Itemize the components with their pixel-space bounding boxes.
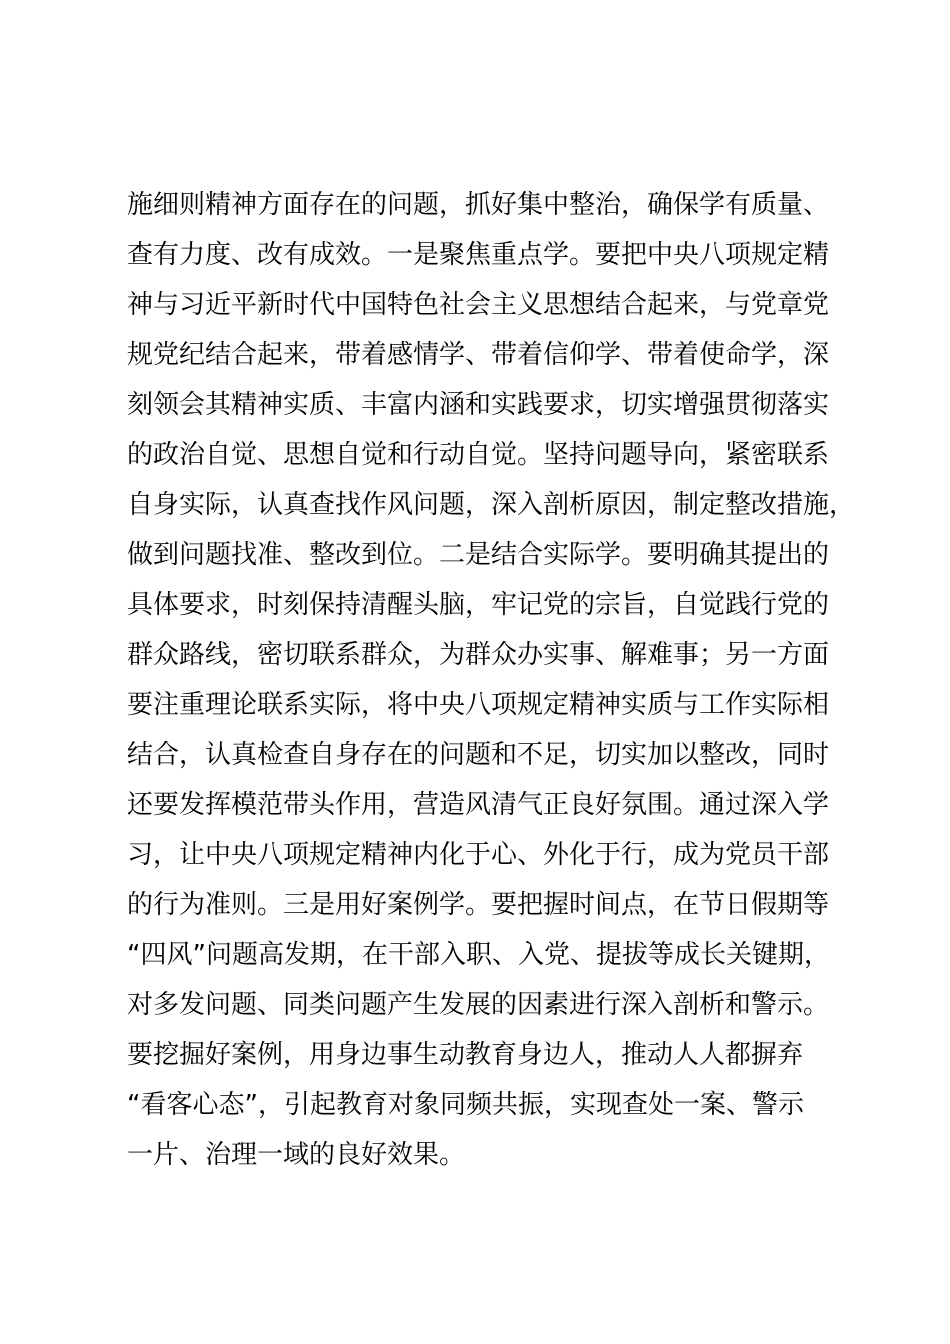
text-line: 还要发挥模范带头作用，营造风清气正良好氛围。通过深入学 — [127, 790, 830, 820]
text-line: 自身实际，认真查找作风问题，深入剖析原因，制定整改措施， — [127, 490, 856, 520]
text-line: 结合，认真检查自身存在的问题和不足，切实加以整改，同时 — [127, 740, 830, 770]
text-line: 施细则精神方面存在的问题，抓好集中整治，确保学有质量、 — [127, 190, 830, 220]
text-line: 查有力度、改有成效。一是聚焦重点学。要把中央八项规定精 — [127, 240, 830, 270]
text-line: 习，让中央八项规定精神内化于心、外化于行，成为党员干部 — [127, 840, 830, 870]
text-line: 要挖掘好案例，用身边事生动教育身边人，推动人人都摒弃 — [127, 1040, 804, 1070]
text-line: 具体要求，时刻保持清醒头脑，牢记党的宗旨，自觉践行党的 — [127, 590, 830, 620]
text-line: 对多发问题、同类问题产生发展的因素进行深入剖析和警示。 — [127, 990, 830, 1020]
text-line: 群众路线，密切联系群众，为群众办实事、解难事；另一方面 — [127, 640, 830, 670]
body-paragraph — [127, 180, 857, 1180]
text-line: 的行为准则。三是用好案例学。要把握时间点，在节日假期等 — [127, 890, 830, 920]
text-line: 的政治自觉、思想自觉和行动自觉。坚持问题导向，紧密联系 — [127, 440, 830, 470]
text-line: 规党纪结合起来，带着感情学、带着信仰学、带着使命学，深 — [127, 340, 830, 370]
text-line: 一片、治理一域的良好效果。 — [127, 1140, 466, 1170]
text-line: 做到问题找准、整改到位。二是结合实际学。要明确其提出的 — [127, 540, 830, 570]
text-line: “四风”问题高发期，在干部入职、入党、提拔等成长关键期， — [127, 940, 830, 970]
text-line: 神与习近平新时代中国特色社会主义思想结合起来，与党章党 — [127, 290, 830, 320]
text-line: 要注重理论联系实际，将中央八项规定精神实质与工作实际相 — [127, 690, 830, 720]
text-line: “看客心态”，引起教育对象同频共振，实现查处一案、警示 — [127, 1090, 804, 1120]
text-line: 刻领会其精神实质、丰富内涵和实践要求，切实增强贯彻落实 — [127, 390, 830, 420]
